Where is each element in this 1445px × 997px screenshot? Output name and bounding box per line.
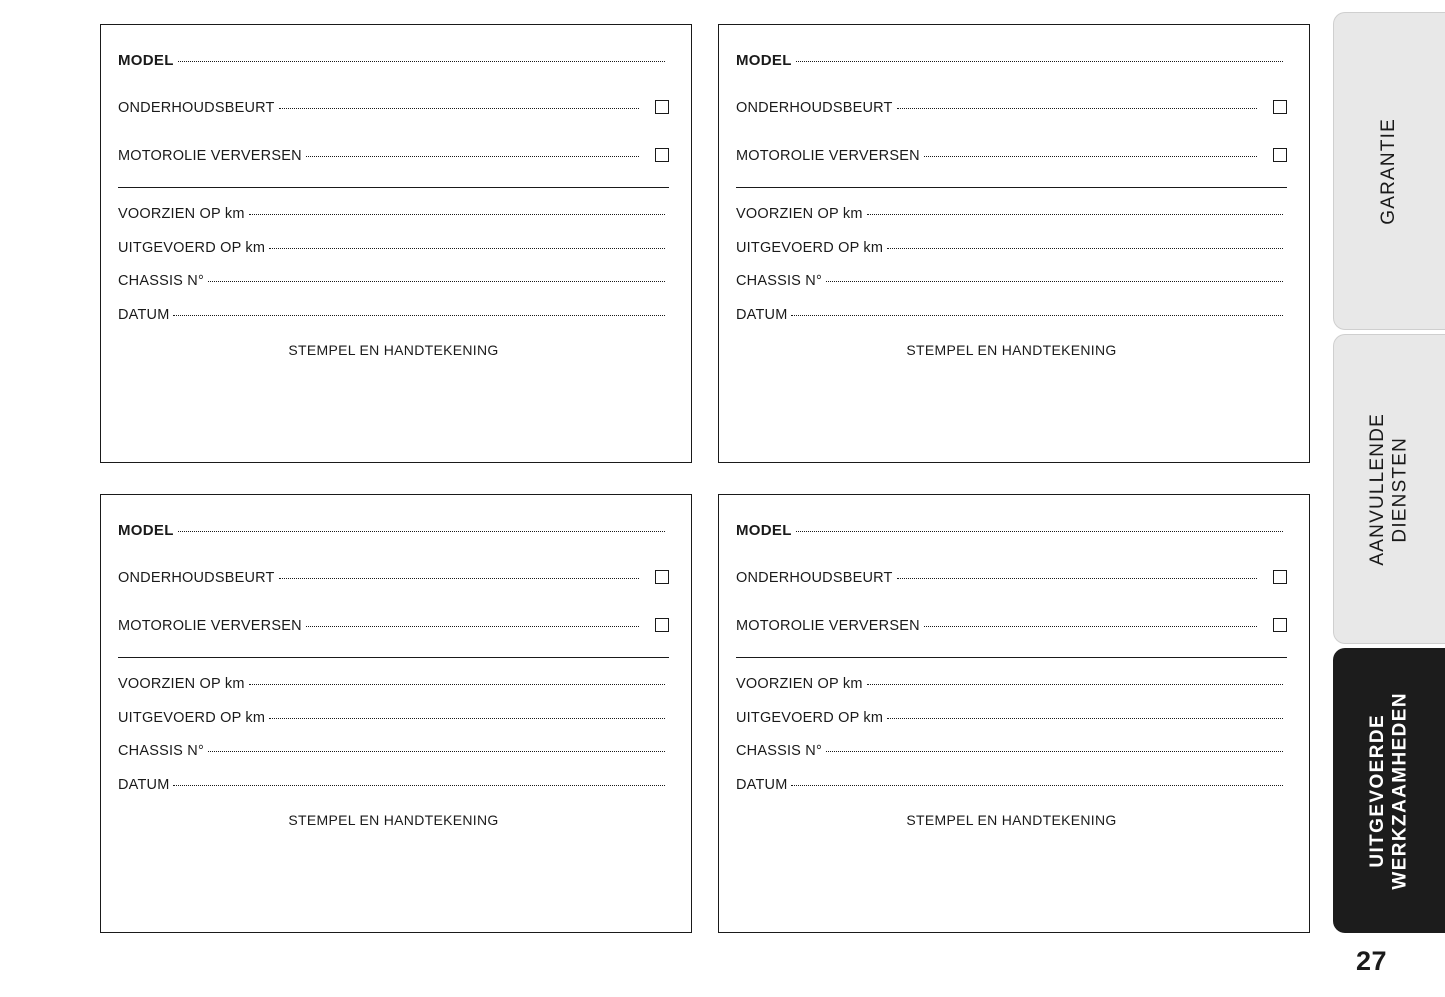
onderhoudsbeurt-label: ONDERHOUDSBEURT (118, 100, 275, 116)
service-cards-grid (100, 24, 1303, 930)
chassis-row (118, 274, 669, 289)
voorzien-label: VOORZIEN OP km (118, 676, 245, 692)
onderhoudsbeurt-row (736, 98, 1287, 116)
model-leader[interactable] (796, 60, 1283, 62)
onderhoudsbeurt-label: ONDERHOUDSBEURT (736, 570, 893, 586)
uitgevoerd-label: UITGEVOERD OP km (736, 709, 884, 726)
divider (736, 187, 1287, 188)
stamp-signature-label: STEMPEL EN HANDTEKENING (906, 812, 1117, 828)
chassis-leader[interactable] (826, 750, 1283, 752)
stamp-signature-label: STEMPEL EN HANDTEKENING (288, 342, 499, 358)
model-row (736, 53, 1287, 68)
motorolie-row (118, 616, 669, 634)
motorolie-leader[interactable] (924, 155, 1257, 157)
onderhoudsbeurt-checkbox[interactable] (655, 570, 669, 584)
datum-leader[interactable] (791, 784, 1283, 786)
datum-row (736, 308, 1287, 323)
tab-garantie-label: GARANTIE (1378, 117, 1400, 225)
page-number: 27 (1355, 946, 1387, 976)
chassis-row (118, 744, 669, 759)
voorzien-leader[interactable] (867, 213, 1283, 215)
onderhoudsbeurt-row (118, 98, 669, 116)
datum-leader[interactable] (791, 314, 1283, 316)
motorolie-checkbox[interactable] (1273, 618, 1287, 632)
uitgevoerd-leader[interactable] (269, 247, 665, 249)
motorolie-checkbox[interactable] (1273, 148, 1287, 162)
uitgevoerd-label: UITGEVOERD OP km (118, 709, 266, 726)
chassis-leader[interactable] (208, 750, 665, 752)
datum-label: DATUM (118, 306, 170, 323)
onderhoudsbeurt-leader[interactable] (279, 577, 639, 579)
voorzien-row (736, 677, 1287, 692)
voorzien-leader[interactable] (249, 213, 665, 215)
model-label: MODEL (118, 52, 174, 69)
datum-label: DATUM (736, 776, 788, 793)
motorolie-label: MOTOROLIE VERVERSEN (736, 147, 920, 164)
tab-uitgevoerde-werkzaamheden[interactable] (1333, 648, 1445, 933)
chassis-leader[interactable] (208, 280, 665, 282)
onderhoudsbeurt-row (118, 568, 669, 586)
voorzien-label: VOORZIEN OP km (736, 676, 863, 692)
tab-aanvullende-diensten-label: AANVULLENDE DIENSTEN (1367, 412, 1411, 566)
voorzien-label: VOORZIEN OP km (118, 206, 245, 222)
divider (736, 657, 1287, 658)
voorzien-leader[interactable] (249, 683, 665, 685)
model-label: MODEL (736, 52, 792, 69)
motorolie-leader[interactable] (924, 625, 1257, 627)
tab-garantie[interactable] (1333, 12, 1445, 330)
service-card (718, 24, 1310, 463)
onderhoudsbeurt-checkbox[interactable] (1273, 100, 1287, 114)
motorolie-row (736, 616, 1287, 634)
chassis-leader[interactable] (826, 280, 1283, 282)
model-label: MODEL (736, 522, 792, 539)
uitgevoerd-label: UITGEVOERD OP km (736, 239, 884, 256)
tab-aanvullende-diensten[interactable] (1333, 334, 1445, 644)
model-row (118, 53, 669, 68)
stamp-signature-label: STEMPEL EN HANDTEKENING (906, 342, 1117, 358)
model-leader[interactable] (178, 60, 665, 62)
datum-leader[interactable] (173, 784, 665, 786)
chassis-label: CHASSIS N° (736, 273, 822, 289)
motorolie-row (736, 146, 1287, 164)
model-leader[interactable] (178, 530, 665, 532)
datum-row (118, 778, 669, 793)
motorolie-label: MOTOROLIE VERVERSEN (118, 147, 302, 164)
datum-label: DATUM (118, 776, 170, 793)
motorolie-checkbox[interactable] (655, 618, 669, 632)
model-leader[interactable] (796, 530, 1283, 532)
uitgevoerd-row (118, 241, 669, 256)
divider (118, 187, 669, 188)
tab-uitgevoerde-werkzaamheden-label: UITGEVOERDE WERKZAAMHEDEN (1366, 691, 1410, 890)
chassis-label: CHASSIS N° (736, 743, 822, 759)
service-card (718, 494, 1310, 933)
uitgevoerd-leader[interactable] (269, 717, 665, 719)
divider (118, 657, 669, 658)
motorolie-leader[interactable] (306, 625, 639, 627)
voorzien-leader[interactable] (867, 683, 1283, 685)
onderhoudsbeurt-row (736, 568, 1287, 586)
voorzien-label: VOORZIEN OP km (736, 206, 863, 222)
motorolie-row (118, 146, 669, 164)
stamp-signature-label: STEMPEL EN HANDTEKENING (288, 812, 499, 828)
onderhoudsbeurt-checkbox[interactable] (1273, 570, 1287, 584)
model-row (118, 523, 669, 538)
motorolie-label: MOTOROLIE VERVERSEN (118, 617, 302, 634)
service-card (100, 24, 692, 463)
uitgevoerd-leader[interactable] (887, 247, 1283, 249)
motorolie-checkbox[interactable] (655, 148, 669, 162)
datum-label: DATUM (736, 306, 788, 323)
onderhoudsbeurt-label: ONDERHOUDSBEURT (118, 570, 275, 586)
chassis-row (736, 744, 1287, 759)
voorzien-row (736, 207, 1287, 222)
onderhoudsbeurt-leader[interactable] (897, 577, 1257, 579)
uitgevoerd-label: UITGEVOERD OP km (118, 239, 266, 256)
model-row (736, 523, 1287, 538)
chassis-label: CHASSIS N° (118, 743, 204, 759)
onderhoudsbeurt-label: ONDERHOUDSBEURT (736, 100, 893, 116)
datum-row (118, 308, 669, 323)
datum-leader[interactable] (173, 314, 665, 316)
motorolie-label: MOTOROLIE VERVERSEN (736, 617, 920, 634)
voorzien-row (118, 207, 669, 222)
onderhoudsbeurt-leader[interactable] (897, 107, 1257, 109)
chassis-row (736, 274, 1287, 289)
motorolie-leader[interactable] (306, 155, 639, 157)
uitgevoerd-leader[interactable] (887, 717, 1283, 719)
onderhoudsbeurt-checkbox[interactable] (655, 100, 669, 114)
uitgevoerd-row (736, 241, 1287, 256)
section-tabs (1300, 0, 1445, 997)
uitgevoerd-row (118, 711, 669, 726)
voorzien-row (118, 677, 669, 692)
service-card (100, 494, 692, 933)
uitgevoerd-row (736, 711, 1287, 726)
onderhoudsbeurt-leader[interactable] (279, 107, 639, 109)
chassis-label: CHASSIS N° (118, 273, 204, 289)
datum-row (736, 778, 1287, 793)
model-label: MODEL (118, 522, 174, 539)
